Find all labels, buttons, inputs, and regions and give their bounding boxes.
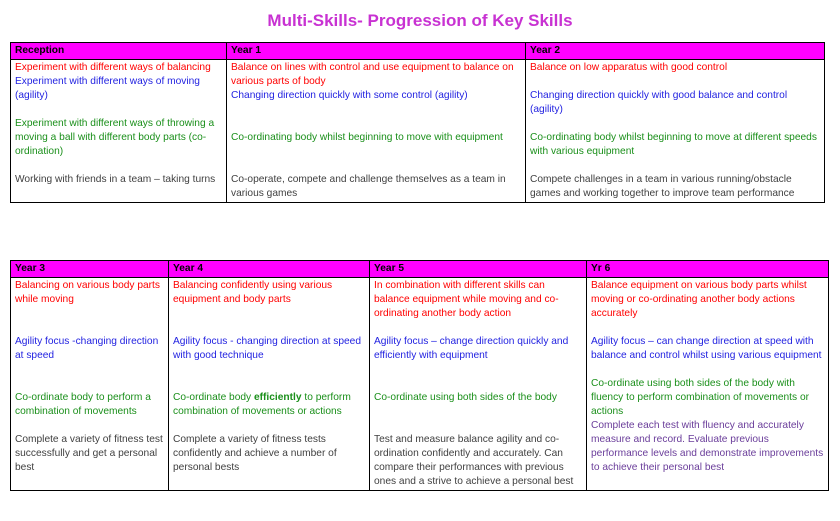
- agility-skill: Changing direction quickly with good balance and control (agility): [530, 90, 788, 115]
- table-row: [11, 60, 825, 203]
- fitness-skill: Complete each test with fluency and accurately measure and record. Evaluate previous performance levels and demonstrate improvements to achieve their personal best: [591, 420, 824, 473]
- header-yr-6: Yr 6: [587, 261, 829, 278]
- team-skill: Co-operate, compete and challenge themselves as a team in various games: [231, 174, 506, 199]
- coordination-skill: Experiment with different ways of throwing a moving a ball with different body parts (co-ordination): [15, 118, 215, 157]
- agility-skill: Changing direction quickly with some control (agility): [231, 90, 468, 101]
- team-skill: Compete challenges in a team in various running/obstacle games and working together to improve team performance: [530, 174, 795, 199]
- fitness-skill: Complete a variety of fitness test successfully and get a personal best: [15, 434, 163, 473]
- cell-reception: [11, 60, 227, 203]
- cell-year-4: [169, 278, 370, 491]
- header-year-4: Year 4: [169, 261, 370, 278]
- table-header-row: [11, 43, 825, 60]
- coordination-emphasis: efficiently: [253, 392, 302, 403]
- coordination-skill: Co-ordinate body to perform a combination of movements: [15, 392, 151, 417]
- cell-year-5: [370, 278, 587, 491]
- coordination-text-end: to perform combination of movements or actions: [173, 392, 351, 417]
- header-year-1: Year 1: [227, 43, 526, 60]
- fitness-skill: Complete a variety of fitness tests confidently and achieve a number of personal bests: [173, 434, 337, 473]
- page-title: Multi-Skills- Progression of Key Skills: [267, 11, 573, 30]
- table-row: [11, 278, 829, 491]
- agility-skill: Experiment with different ways of moving (agility): [15, 76, 200, 101]
- cell-year-1: [227, 60, 526, 203]
- balance-skill: Balancing confidently using various equipment and body parts: [173, 280, 333, 305]
- balance-skill: Balance equipment on various body parts whilst moving or co-ordinating another body actions accurately: [591, 280, 807, 319]
- coordination-skill: Co-ordinate using both sides of the body: [374, 392, 557, 403]
- team-skill: Working with friends in a team – taking turns: [15, 174, 216, 185]
- agility-skill: Agility focus – change direction quickly and efficiently with equipment: [374, 336, 569, 361]
- cell-yr-6: [587, 278, 829, 491]
- agility-skill: Agility focus -changing direction at speed: [15, 336, 159, 361]
- cell-year-3: [11, 278, 169, 491]
- fitness-skill: Test and measure balance agility and co-ordination confidently and accurately. Can compare their performances with previous ones and a strive to achieve a personal best: [374, 434, 574, 487]
- coordination-skill: Co-ordinating body whilst beginning to move with equipment: [231, 132, 503, 143]
- coordination-text-start: Co-ordinate body: [173, 392, 254, 403]
- header-reception: Reception: [11, 43, 227, 60]
- table-header-row: [11, 261, 829, 278]
- balance-skill: Balancing on various body parts while moving: [15, 280, 160, 305]
- progression-table-key-stage-2: [10, 260, 829, 491]
- progression-table-early-years: [10, 42, 825, 203]
- balance-skill: Experiment with different ways of balancing: [15, 62, 211, 73]
- agility-skill: Agility focus – can change direction at speed with balance and control whilst using various equipment: [591, 336, 822, 361]
- agility-skill: Agility focus - changing direction at speed with good technique: [173, 336, 362, 361]
- coordination-skill: Co-ordinating body whilst beginning to move at different speeds with various equipment: [530, 132, 817, 157]
- balance-skill: In combination with different skills can balance equipment while moving and co-ordinating another body action: [374, 280, 559, 319]
- coordination-skill: Co-ordinate using both sides of the body with fluency to perform combination of movements or actions: [591, 378, 809, 417]
- cell-year-2: [526, 60, 825, 203]
- balance-skill: Balance on low apparatus with good control: [530, 62, 728, 73]
- balance-skill: Balance on lines with control and use equipment to balance on various parts of body: [231, 62, 514, 87]
- coordination-skill: [173, 391, 365, 419]
- header-year-2: Year 2: [526, 43, 825, 60]
- header-year-5: Year 5: [370, 261, 587, 278]
- header-year-3: Year 3: [11, 261, 169, 278]
